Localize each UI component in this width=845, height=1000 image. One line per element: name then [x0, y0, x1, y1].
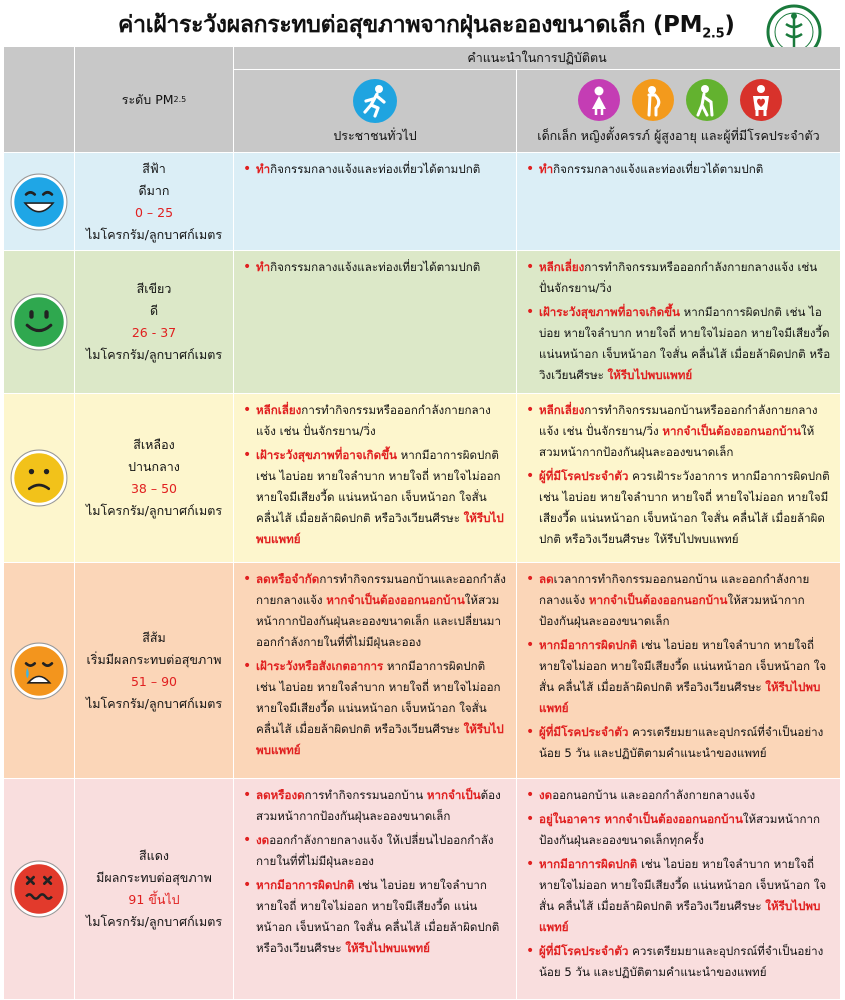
advice-text: กิจกรรมกลางแจ้งและท่องเที่ยวได้ตามปกติ: [270, 162, 481, 176]
face-cell: [4, 251, 74, 393]
page-header: [0, 0, 845, 48]
highlight-text: ให้รีบไปพบแพทย์: [539, 680, 821, 715]
advice-item: [539, 159, 832, 180]
highlight-text: หากจำเป็น: [426, 788, 481, 802]
highlight-text: ทำ: [256, 162, 271, 176]
advice-text: การทำกิจกรรมหรือออกกำลังกายกลางแจ้ง เช่น ปั่นจักรยาน/วิ่ง: [539, 260, 818, 295]
level-cell: [75, 563, 233, 778]
advice-item: [539, 466, 832, 550]
advice-item: [256, 400, 508, 442]
color-name: สีส้ม: [142, 629, 166, 645]
risk-advice-list: [517, 779, 840, 983]
highlight-text: หากจำเป็นต้องออกนอกบ้าน: [662, 424, 801, 438]
advice-item: [256, 656, 508, 761]
advice-text: เช่น ไอบ่อย หายใจลำบาก หายใจถี่ หายใจไม่ออก หายใจมีเสียงวี้ด แน่นหน้าอก เจ็บหน้าอก ใจสั่น คลื่นไส้ เมื่อยล้าผิดปกติ หรือวิงเวียนศีรษะ: [539, 638, 827, 694]
advice-text: ให้สวมหน้ากากป้องกันฝุ่นละอองขนาดเล็ก และเปลี่ยนมาออกกำลังกายในที่ที่ไม่มีฝุ่นละออง: [256, 593, 501, 649]
general-advice-cell: [234, 394, 516, 562]
highlight-text: ผู้ที่มีโรคประจำตัว: [539, 469, 629, 483]
highlight-text: เฝ้าระวังหรือสังเกตอาการ: [256, 659, 384, 673]
face-cell: [4, 394, 74, 562]
advice-item: [539, 569, 832, 632]
level-row-orange: [4, 563, 840, 778]
advice-text: การทำกิจกรรมนอกบ้าน: [304, 788, 427, 802]
highlight-text: ลดหรือจำกัด: [256, 572, 320, 586]
advice-text: เช่น ไอบ่อย หายใจลำบาก หายใจถี่ หายใจไม่ออก หายใจมีเสียงวี้ด แน่นหน้าอก เจ็บหน้าอก ใจสั่น คลื่นไส้ เมื่อยล้าผิดปกติ หรือวิงเวียนศีรษะ: [539, 857, 827, 913]
sick-face-icon: [10, 860, 68, 918]
advice-text: ต้องสวมหน้ากากป้องกันฝุ่นละอองขนาดเล็ก: [256, 788, 501, 823]
header-level-label: ระดับ PM: [121, 91, 174, 107]
advice-item: [539, 635, 832, 719]
highlight-text: ลด: [539, 572, 554, 586]
general-advice-cell: [234, 779, 516, 999]
highlight-text: ลดหรืองด: [256, 788, 305, 802]
highlight-text: ทำ: [539, 162, 554, 176]
advice-item: [539, 257, 832, 299]
risk-advice-cell: [517, 394, 840, 562]
highlight-text: ให้รีบไปพบแพทย์: [345, 941, 430, 955]
advice-text: หากมีอาการผิดปกติ เช่น ไอบ่อย หายใจลำบาก หายใจถี่ หายใจไม่ออก หายใจมีเสียงวี้ด แน่นหน้าอก เจ็บหน้าอก ใจสั่น คลื่นไส้ เมื่อยล้าผิดปกติ หรือวิงเวียนศีรษะ: [256, 659, 501, 736]
color-name: สีเหลือง: [133, 437, 175, 452]
advice-item: [256, 875, 508, 959]
advice-item: [539, 722, 832, 764]
highlight-text: หากมีอาการผิดปกติ: [539, 857, 638, 871]
unit-label: ไมโครกรัม/ลูกบาศก์เมตร: [85, 347, 223, 362]
highlight-text: หากมีอาการผิดปกติ: [256, 878, 355, 892]
advice-text: ออกนอกบ้าน และออกกำลังกายกลางแจ้ง: [552, 788, 756, 802]
highlight-text: ทำ: [256, 260, 271, 274]
general-advice-list: [234, 251, 516, 278]
header-level-sub: 2.5: [173, 95, 187, 104]
general-advice-list: [234, 153, 516, 180]
general-advice-cell: [234, 563, 516, 778]
level-row-red: [4, 779, 840, 999]
advice-item: [539, 785, 832, 806]
highlight-text: งด: [256, 833, 270, 847]
highlight-text: หากจำเป็นต้องออกนอกบ้าน: [588, 593, 728, 607]
header-risk-groups: [517, 70, 840, 152]
highlight-text: ผู้ที่มีโรคประจำตัว: [539, 725, 629, 739]
highlight-text: หลีกเลี่ยง: [539, 403, 585, 417]
color-name: สีแดง: [139, 848, 169, 863]
advice-text: ให้สวมหน้ากากป้องกันฝุ่นละอองขนาดเล็ก: [539, 593, 805, 628]
header-advice: คำแนะนำในการปฏิบัติตน: [234, 47, 840, 69]
chronic-patient-icon: [739, 78, 783, 122]
highlight-text: ให้รีบไปพบแพทย์: [539, 899, 821, 934]
face-cell: [4, 779, 74, 999]
unit-label: ไมโครกรัม/ลูกบาศก์เมตร: [85, 914, 223, 929]
advice-text: ให้สวมหน้ากากป้องกันฝุ่นละอองขนาดเล็ก: [539, 424, 815, 459]
color-name: สีฟ้า: [142, 160, 166, 176]
advice-item: [256, 830, 508, 872]
unit-label: ไมโครกรัม/ลูกบาศก์เมตร: [85, 695, 223, 711]
advice-item: [256, 569, 508, 653]
advice-text: การทำกิจกรรมหรือออกกำลังกายกลางแจ้ง เช่น ปั่นจักรยาน/วิ่ง: [256, 403, 491, 438]
elderly-person-icon: [685, 78, 729, 122]
advice-text: กิจกรรมกลางแจ้งและท่องเที่ยวได้ตามปกติ: [270, 260, 481, 274]
general-advice-list: [234, 563, 516, 761]
title-subscript: 2.5: [702, 26, 725, 42]
advice-text: หากมีอาการผิดปกติ เช่น ไอบ่อย หายใจลำบาก หายใจถี่ หายใจไม่ออก หายใจมีเสียงวี้ด แน่นหน้าอก เจ็บหน้าอก ใจสั่น คลื่นไส้ เมื่อยล้าผิดปกติ หรือวิงเวียนศีรษะ: [539, 305, 831, 382]
advice-item: [539, 854, 832, 938]
title-close: ): [724, 12, 735, 38]
very-happy-face-icon: [10, 173, 68, 231]
advice-item: [539, 941, 832, 983]
pregnant-woman-icon: [631, 78, 675, 122]
risk-advice-list: [517, 563, 840, 764]
pm-range: 0 – 25: [134, 204, 174, 220]
highlight-text: เฝ้าระวังสุขภาพที่อาจเกิดขึ้น: [539, 305, 680, 319]
air-quality: ดี: [149, 303, 159, 318]
advice-text: การทำกิจกรรมนอกบ้านหรือออกกำลังกายกลางแจ้ง เช่น ปั่นจักรยาน/วิ่ง: [539, 403, 818, 438]
risk-advice-list: [517, 251, 840, 386]
risk-advice-cell: [517, 779, 840, 999]
header-level-cell: [4, 47, 233, 152]
advice-text: ควรเฝ้าระวังอาการ หากมีอาการผิดปกติ เช่น ไอบ่อย หายใจลำบาก หายใจถี่ หายใจไม่ออก หายใจมีเสียงวี้ด แน่นหน้าอก เจ็บหน้าอก ใจสั่น คลื่นไส้ เมื่อยล้าผิดปกติ หรือวิงเวียนศีรษะ ให้รีบไปพบแพทย์: [539, 469, 830, 546]
child-icon: [577, 78, 621, 122]
air-quality: ดีมาก: [138, 182, 170, 198]
advice-item: [256, 785, 508, 827]
advice-text: ให้สวมหน้ากากป้องกันฝุ่นละอองขนาดเล็กทุกครั้ง: [539, 812, 821, 847]
smiling-face-icon: [10, 293, 68, 351]
pm-range: 51 – 90: [130, 673, 177, 689]
advice-text: ควรเตรียมยาและอุปกรณ์ที่จำเป็นอย่างน้อย 5 วัน และปฏิบัติตามคำแนะนำของแพทย์: [539, 944, 824, 979]
header-general-public: [234, 70, 516, 152]
highlight-text: ให้รีบไปพบแพทย์: [256, 511, 504, 546]
header-general-label: ประชาชนทั่วไป: [333, 128, 417, 143]
pm-range: 38 – 50: [130, 481, 177, 496]
level-row-yellow: [4, 394, 840, 562]
face-cell: [4, 153, 74, 250]
air-quality: มีผลกระทบต่อสุขภาพ: [96, 870, 212, 885]
air-quality: ปานกลาง: [128, 459, 180, 474]
highlight-text: ผู้ที่มีโรคประจำตัว: [539, 944, 629, 958]
highlight-text: อยู่ในอาคาร หากจำเป็นต้องออกนอกบ้าน: [539, 812, 743, 826]
level-cell: [75, 251, 233, 393]
risk-advice-list: [517, 394, 840, 550]
advice-item: [539, 302, 832, 386]
highlight-text: งด: [539, 788, 553, 802]
air-quality: เริ่มมีผลกระทบต่อสุขภาพ: [86, 651, 222, 667]
general-advice-list: [234, 779, 516, 959]
advice-text: กิจกรรมกลางแจ้งและท่องเที่ยวได้ตามปกติ: [553, 162, 764, 176]
advice-text: เวลาการทำกิจกรรมออกนอกบ้าน และออกกำลังกายกลางแจ้ง: [539, 572, 810, 607]
risk-advice-cell: [517, 251, 840, 393]
advice-text: ออกกำลังกายกลางแจ้ง ให้เปลี่ยนไปออกกำลังกายในที่ที่ไม่มีฝุ่นละออง: [256, 833, 494, 868]
title-main: ค่าเฝ้าระวังผลกระทบต่อสุขภาพจากฝุ่นละอองขนาดเล็ก (PM: [118, 12, 703, 38]
highlight-text: ให้รีบไปพบแพทย์: [256, 722, 504, 757]
level-cell: [75, 779, 233, 999]
crying-face-icon: [10, 642, 68, 700]
color-name: สีเขียว: [136, 281, 172, 296]
general-advice-list: [234, 394, 516, 550]
risk-advice-cell: [517, 563, 840, 778]
pm-range: 91 ขึ้นไป: [128, 892, 180, 907]
level-row-green: [4, 251, 840, 393]
unit-label: ไมโครกรัม/ลูกบาศก์เมตร: [85, 503, 223, 518]
pm-range: 26 - 37: [131, 325, 177, 340]
highlight-text: หากจำเป็นต้องออกนอกบ้าน: [326, 593, 465, 607]
advice-item: [539, 400, 832, 463]
advice-text: ควรเตรียมยาและอุปกรณ์ที่จำเป็นอย่างน้อย 5 วัน และปฏิบัติตามคำแนะนำของแพทย์: [539, 725, 824, 760]
advice-item: [539, 809, 832, 851]
advice-item: [256, 445, 508, 550]
frowning-face-icon: [10, 449, 68, 507]
risk-advice-list: [517, 153, 840, 180]
advice-text: เช่น ไอบ่อย หายใจลำบาก หายใจถี่ หายใจไม่ออก หายใจมีเสียงวี้ด แน่นหน้าอก เจ็บหน้าอก ใจสั่น คลื่นไส้ เมื่อยล้าผิดปกติ หรือวิงเวียนศีรษะ: [256, 878, 500, 955]
unit-label: ไมโครกรัม/ลูกบาศก์เมตร: [85, 226, 223, 242]
general-advice-cell: [234, 251, 516, 393]
highlight-text: ให้รีบไปพบแพทย์: [607, 368, 693, 382]
level-cell: [75, 394, 233, 562]
header-risk-label: เด็กเล็ก หญิงตั้งครรภ์ ผู้สูงอายุ และผู้ที่มีโรคประจำตัว: [537, 128, 820, 143]
level-row-blue: [4, 153, 840, 250]
risk-advice-cell: [517, 153, 840, 250]
highlight-text: หลีกเลี่ยง: [256, 403, 302, 417]
general-advice-cell: [234, 153, 516, 250]
running-person-icon: [352, 78, 398, 124]
highlight-text: หากมีอาการผิดปกติ: [539, 638, 638, 652]
level-cell: [75, 153, 233, 250]
advice-item: [256, 257, 508, 278]
advice-text: หากมีอาการผิดปกติ เช่น ไอบ่อย หายใจลำบาก หายใจถี่ หายใจไม่ออก หายใจมีเสียงวี้ด แน่นหน้าอก เจ็บหน้าอก ใจสั่น คลื่นไส้ เมื่อยล้าผิดปกติ หรือวิงเวียนศีรษะ: [256, 448, 501, 525]
page-title: [118, 7, 735, 43]
highlight-text: เฝ้าระวังสุขภาพที่อาจเกิดขึ้น: [256, 448, 397, 462]
face-cell: [4, 563, 74, 778]
advice-text: การทำกิจกรรมนอกบ้านและออกกำลังกายกลางแจ้ง: [256, 572, 506, 607]
highlight-text: หลีกเลี่ยง: [539, 260, 585, 274]
advice-item: [256, 159, 508, 180]
